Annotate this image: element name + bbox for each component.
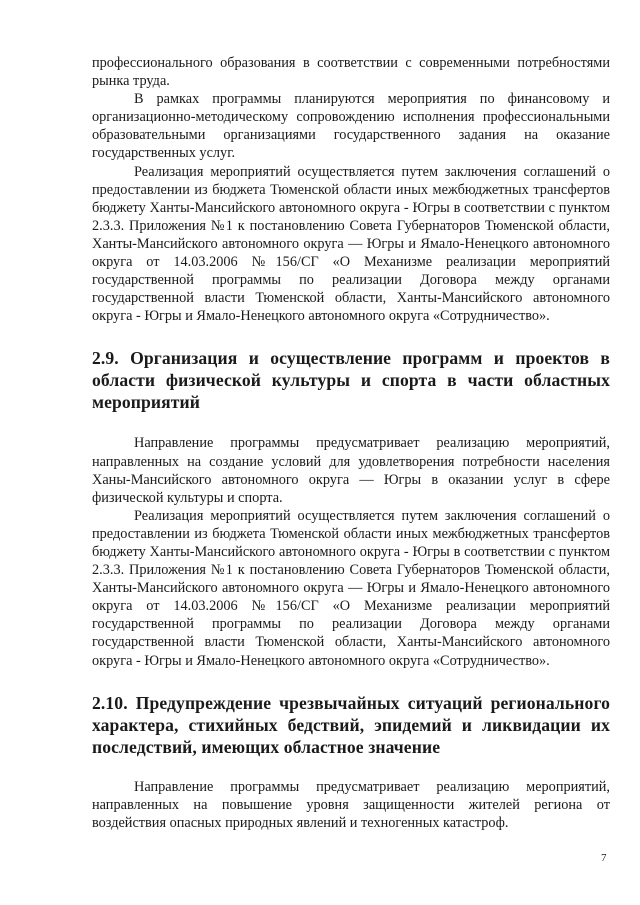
intro-paragraph-3: Реализация мероприятий осуществляется путем заключения соглашений о предоставлении из бюджета Тюменской области иных межбюджетных трансфертов бюджету Ханты-Мансийского автономного округа - Югры в соответствии с пунктом 2.3.3. Приложения №1 к постановлению Совета Губернаторов Тюменской области, Ханты-Мансийского автономного округа — Югры и Ямало-Ненецкого автономного округа от 14.03.2006 №156/СГ «О Механизме реализации мероприятий государственной программы по реализации Договора между органами государственной власти Тюменской области, Ханты-Мансийского автономного округа - Югры и Ямало-Ненецкого автономного округа «Сотрудничество». <box>92 163 610 325</box>
document-page <box>92 54 610 832</box>
intro-paragraph-2: В рамках программы планируются мероприятия по финансовому и организационно-методическому сопровождению исполнения профессиональными образовательными организациями государственного задания на оказание государственных услуг. <box>92 91 610 162</box>
section-2-10-heading: 2.10. Предупреждение чрезвычайных ситуаций регионального характера, стихийных бедствий, эпидемий и ликвидации их последствий, имеющих областное значение <box>92 692 610 757</box>
section-2-9-paragraph-2: Реализация мероприятий осуществляется путем заключения соглашений о предоставлении из бюджета Тюменской области иных межбюджетных трансфертов бюджету Ханты-Мансийского автономного округа - Югры в соответствии с пунктом 2.3.3. Приложения №1 к постановлению Совета Губернаторов Тюменской области, Ханты-Мансийского автономного округа — Югры и Ямало-Ненецкого автономного округа от 14.03.2006 №156/СГ «О Механизме реализации мероприятий государственной программы по реализации Договора между органами государственной власти Тюменской области, Ханты-Мансийского автономного округа - Югры и Ямало-Ненецкого автономного округа «Сотрудничество». <box>92 507 610 669</box>
section-2-9-heading: 2.9. Организация и осуществление программ и проектов в области физической культуры и спорта в части областных мероприятий <box>92 348 610 413</box>
page-number: 7 <box>601 852 607 864</box>
intro-paragraph-1: профессионального образования в соответствии с современными потребностями рынка труда. <box>92 55 610 90</box>
section-2-10-paragraph-1: Направление программы предусматривает реализацию мероприятий, направленных на повышение уровня защищенности жителей региона от воздействия опасных природных явлений и техногенных катастроф. <box>92 778 610 831</box>
section-2-9-paragraph-1: Направление программы предусматривает реализацию мероприятий, направленных на создание условий для удовлетворения потребности населения Ханы-Мансийского автономного округа — Югры в оказании услуг в сфере физической культуры и спорта. <box>92 435 610 506</box>
